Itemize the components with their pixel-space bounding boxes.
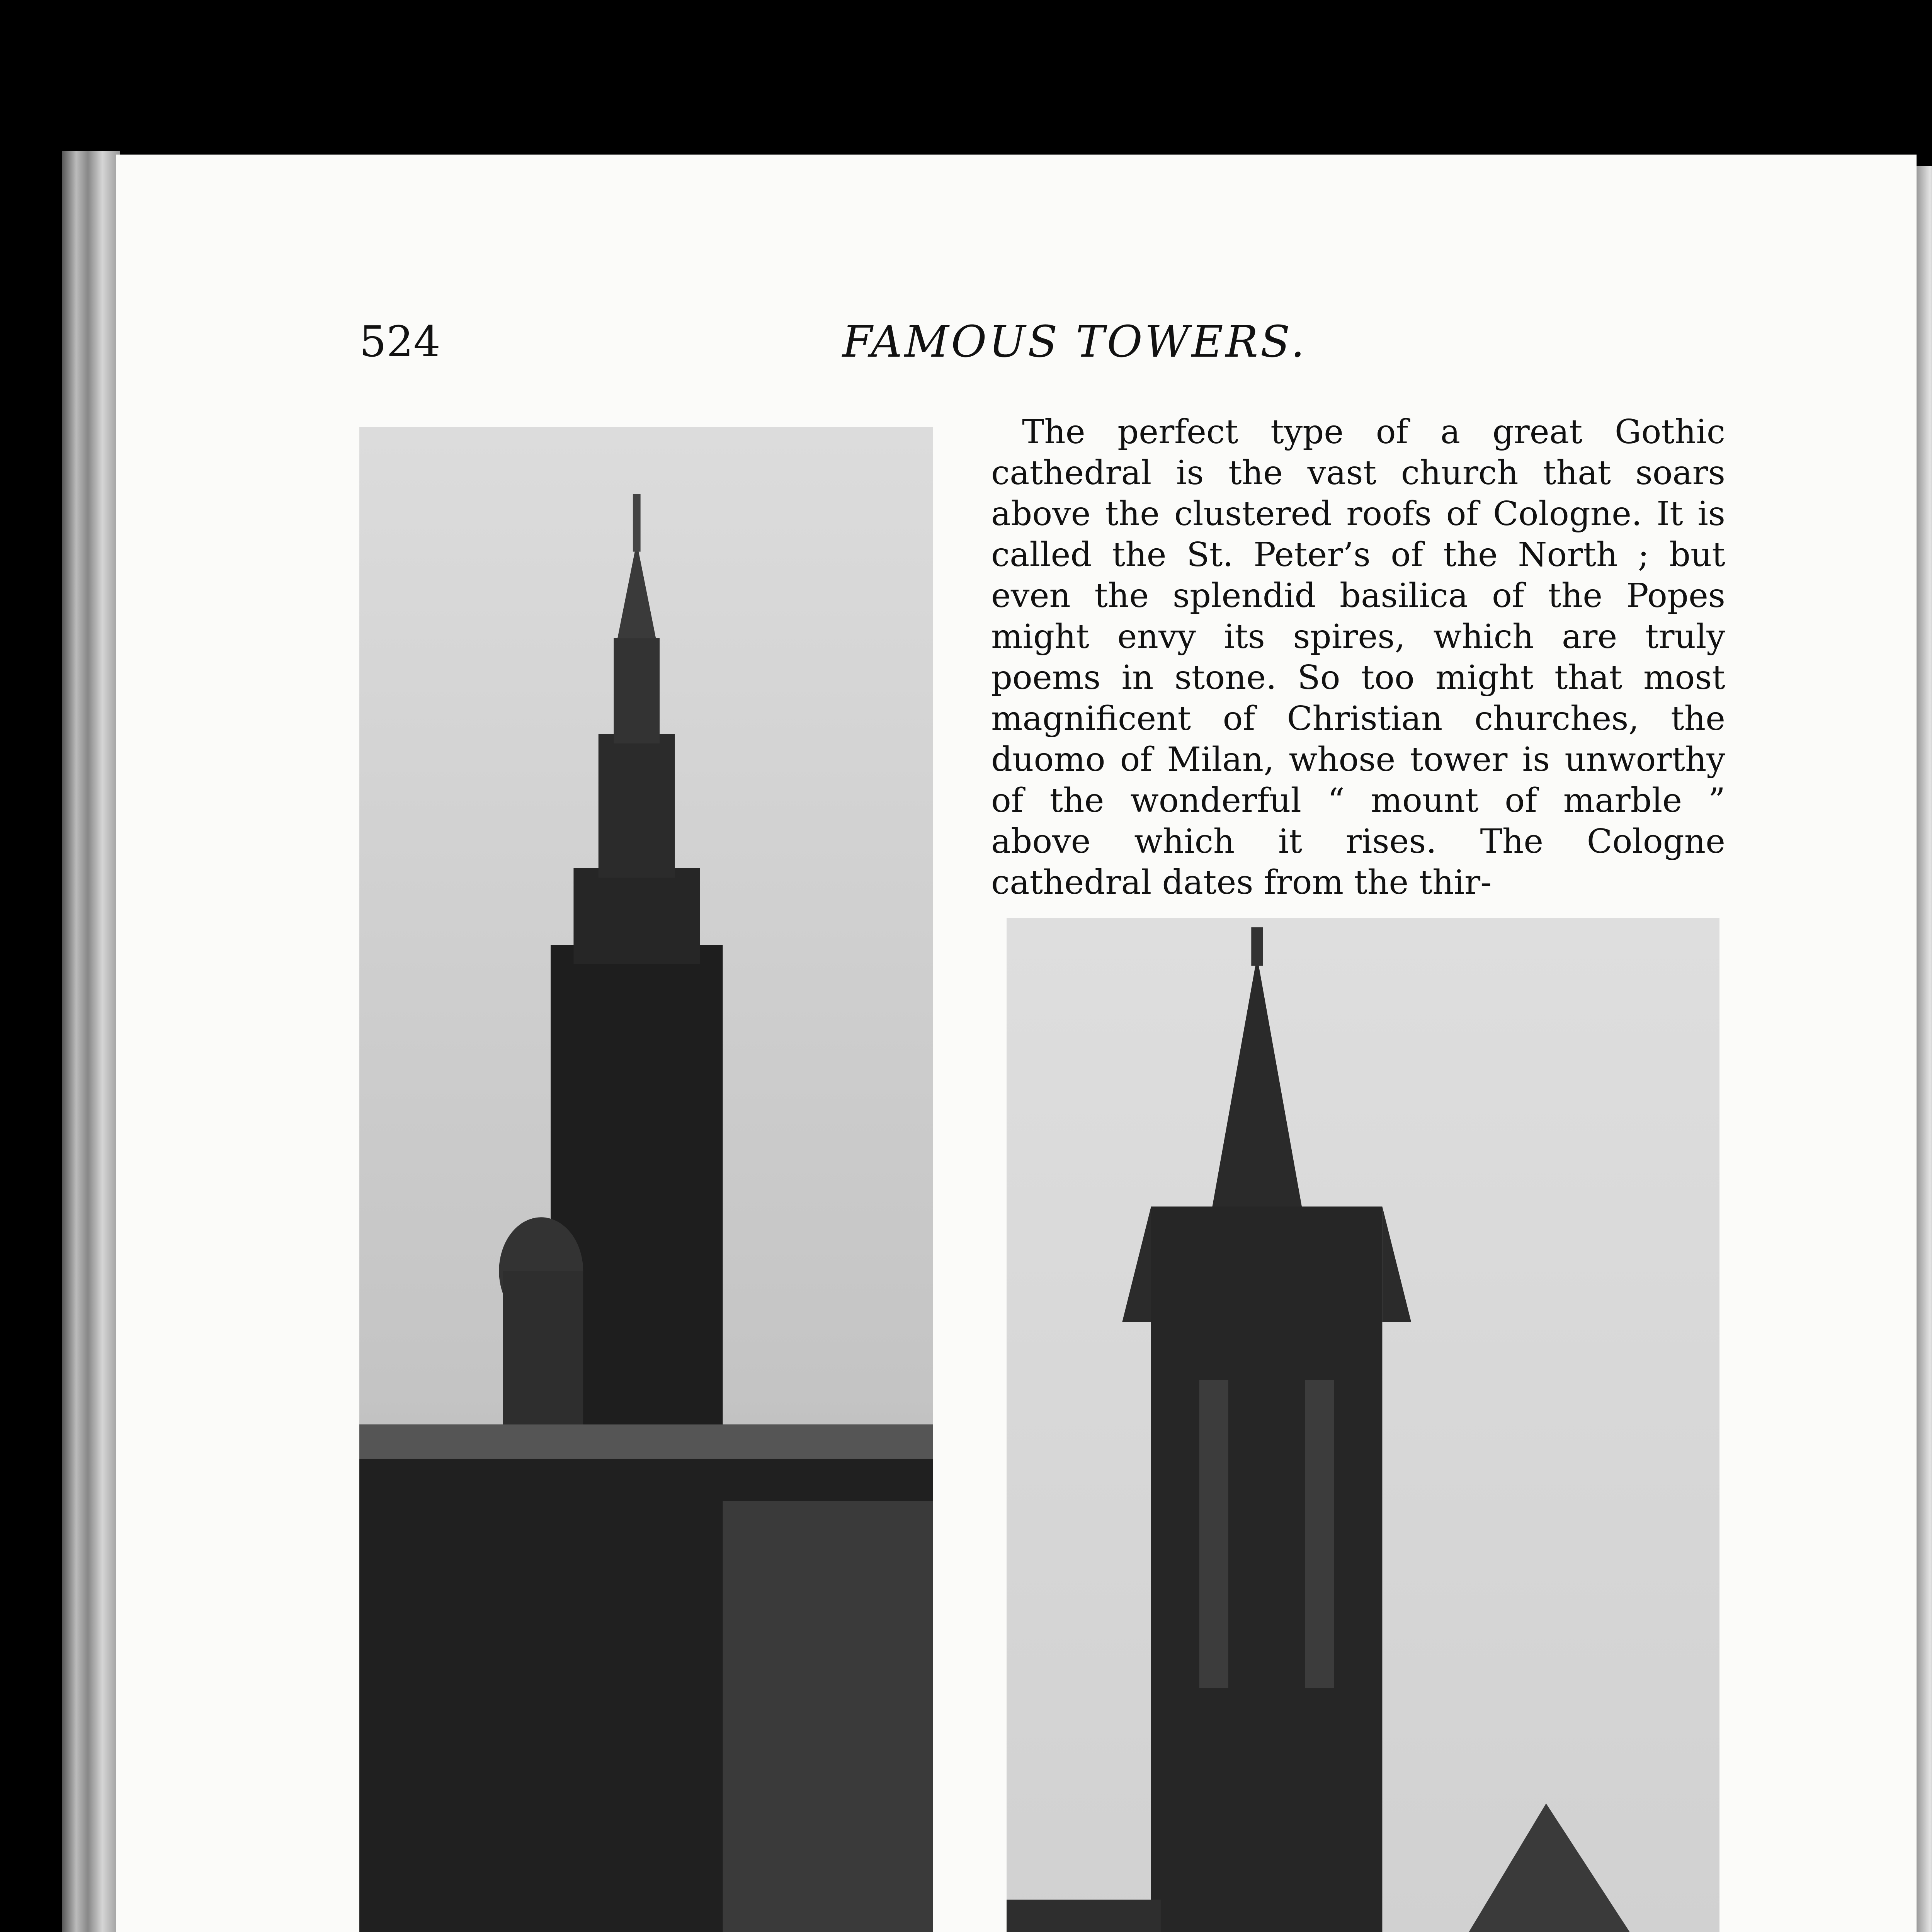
running-head <box>0 317 1932 371</box>
right-column-text <box>991 412 1725 903</box>
madison-square-garden-tower-photo <box>359 427 933 1932</box>
book-page-edge-left <box>62 151 120 1932</box>
church-photo-illustration <box>1007 918 1719 1932</box>
st-thomas-church-photo <box>1007 918 1719 1932</box>
page-number: 524 <box>359 317 440 366</box>
tower-photo-illustration <box>359 427 933 1932</box>
cologne-paragraph: The perfect type of a great Gothic cathedral is the vast church that soars above the clustered roofs of Cologne. It is called the St. Peter’s of the North ; but even the splendid basilica of the Popes might envy its spires, which are truly poems in stone. So too might that most magnificent of Christian churches, the duomo of Milan, whose tower is unworthy of the wonderful “ mount of marble ” above which it rises. The Cologne cathedral dates from the thir- <box>991 413 1725 902</box>
chapter-title: FAMOUS TOWERS. <box>842 317 1307 367</box>
book-page-edge-right <box>1917 166 1932 1932</box>
